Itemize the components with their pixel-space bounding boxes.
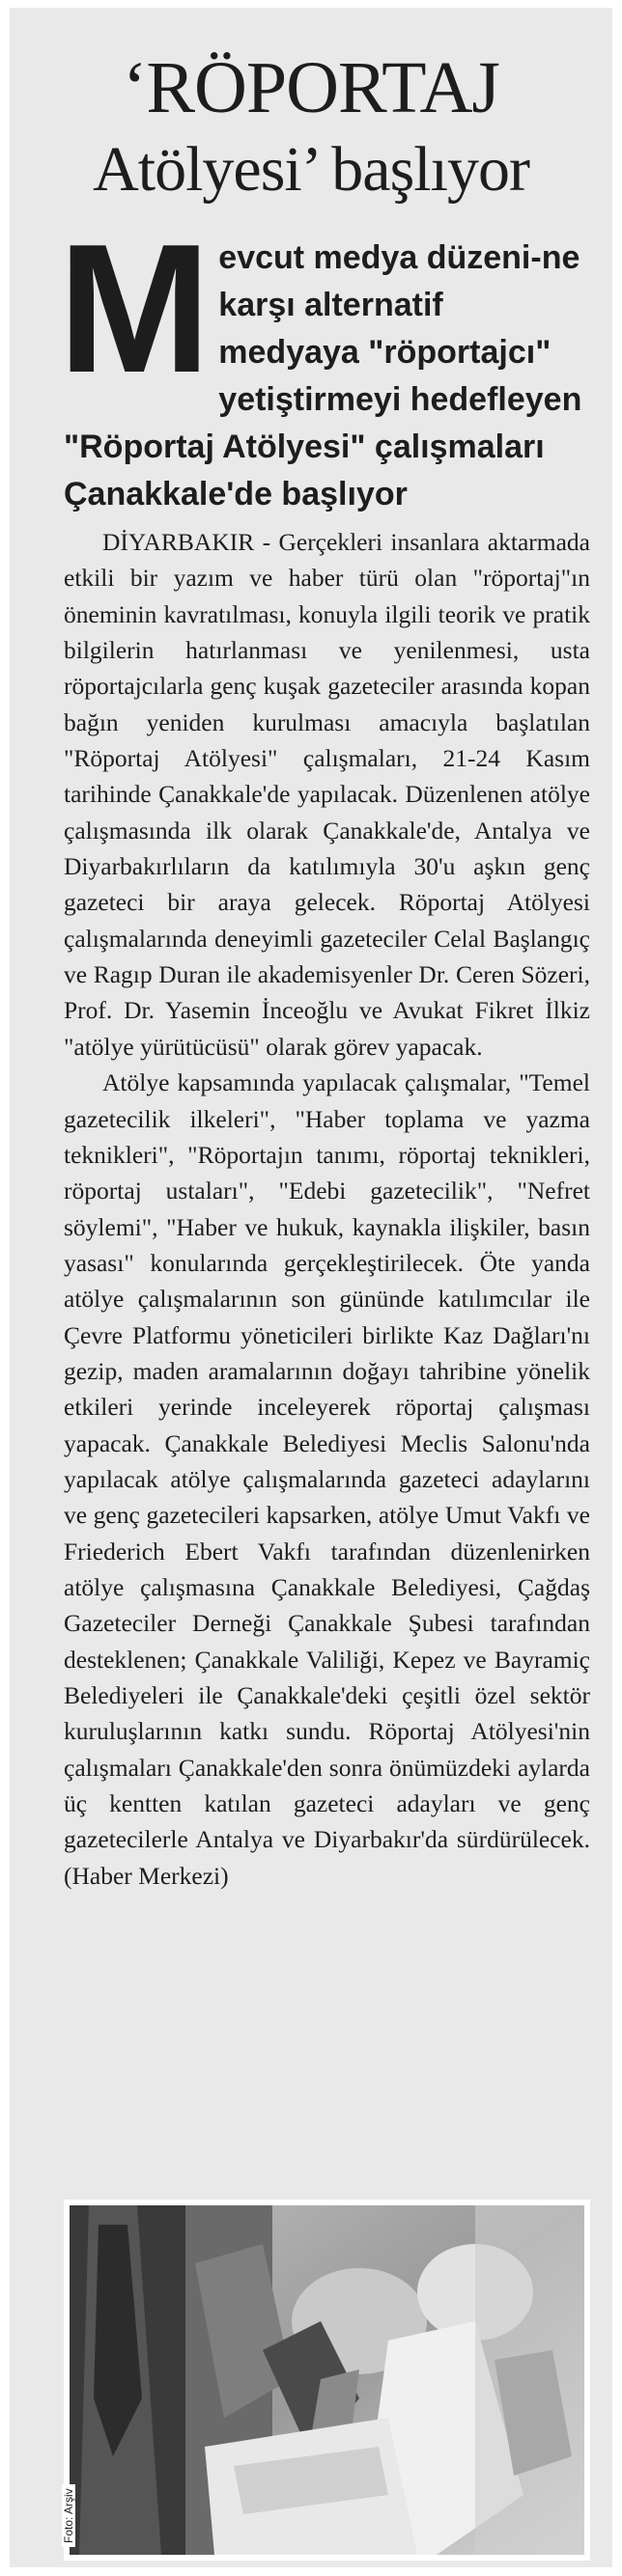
body-paragraph-1: DİYARBAKIR - Gerçekleri insanlara aktarmada etkili bir yazım ve haber türü olan "röportaj"ın öneminin kavratılması, konuyla ilgili teorik ve pratik bilgilerin hatırlanması ve yenilenmesi, usta röportajcılarla genç kuşak gazeteciler arasında kopan bağın yeniden kurulması amacıyla başlatılan "Röportaj Atölyesi" çalışmaları, 21-24 Kasım tarihinde Çanakkale'de yapılacak. Düzenlenen atölye çalışmasında ilk olarak Çanakkale'de, Antalya ve Diyarbakırlıların da katılımıyla 30'u aşkın genç gazeteci bir araya gelecek. Röportaj Atölyesi çalışmalarında deneyimli gazeteciler Celal Başlangıç ve Ragıp Duran ile akademisyenler Dr. Ceren Sözeri, Prof. Dr. Yasemin İnceoğlu ve Avukat Fikret İlkiz "atölye yürütücüsü" olarak görev yapacak.: [64, 528, 590, 1061]
drop-cap: M: [58, 207, 212, 411]
article-body: [64, 524, 590, 1894]
headline-line-2: Atölyesi’ başlıyor: [93, 134, 529, 205]
photo-caption: Foto: Arşiv: [62, 2484, 75, 2547]
headline-line-1: ‘RÖPORTAJ: [123, 47, 499, 128]
lead-text: evcut medya düzeni-ne karşı alternatif medyaya "röportajcı" yetiştirmeyi hedefleyen "Röportaj Atölyesi" çalışmaları Çanakkale'de başlıyor: [64, 239, 582, 512]
article-photo: [64, 2200, 590, 2561]
press-conference-photo: [70, 2205, 584, 2555]
newspaper-clipping: [10, 8, 612, 2567]
body-paragraph-2: Atölye kapsamında yapılacak çalışmalar, "Temel gazetecilik ilkeleri", "Haber toplama ve yazma teknikleri", "Röportajın tanımı, röportaj teknikleri, röportaj ustaları", "Edebi gazetecilik", "Nefret söylemi", "Haber ve hukuk, kaynakla ilişkiler, basın yasası" konularında gerçekleştirilecek. Öte yanda atölye çalışmalarının son gününde katılımcılar ile Çevre Platformu yöneticileri birlikte Kaz Dağları'nı gezip, maden aramalarının doğayı tahribine yönelik etkileri yerinde inceleyerek röportaj çalışması yapacak. Çanakkale Belediyesi Meclis Salonu'nda yapılacak atölye çalışmalarında gazeteci adaylarını ve genç gazetecileri kapsarken, atölye Umut Vakfı ve Friederich Ebert Vakfı tarafından düzenlenirken atölye çalışmasına Çanakkale Belediyesi, Çağdaş Gazeteciler Derneği Çanakkale Şubesi tarafından desteklenen; Çanakkale Valiliği, Kepez ve Bayramiç Belediyeleri ile Çanakkale'deki çeşitli özel sektör kuruluşlarının katkı sundu. Röportaj Atölyesi'nin çalışmaları Çanakkale'den sonra önümüzdeki aylarda üç kentten katılan gazeteci adayları ve genç gazetecilerle Antalya ve Diyarbakır'da sürdürülecek. (Haber Merkezi): [64, 1068, 590, 1890]
lead-paragraph: [58, 207, 585, 518]
headline: [10, 44, 612, 208]
